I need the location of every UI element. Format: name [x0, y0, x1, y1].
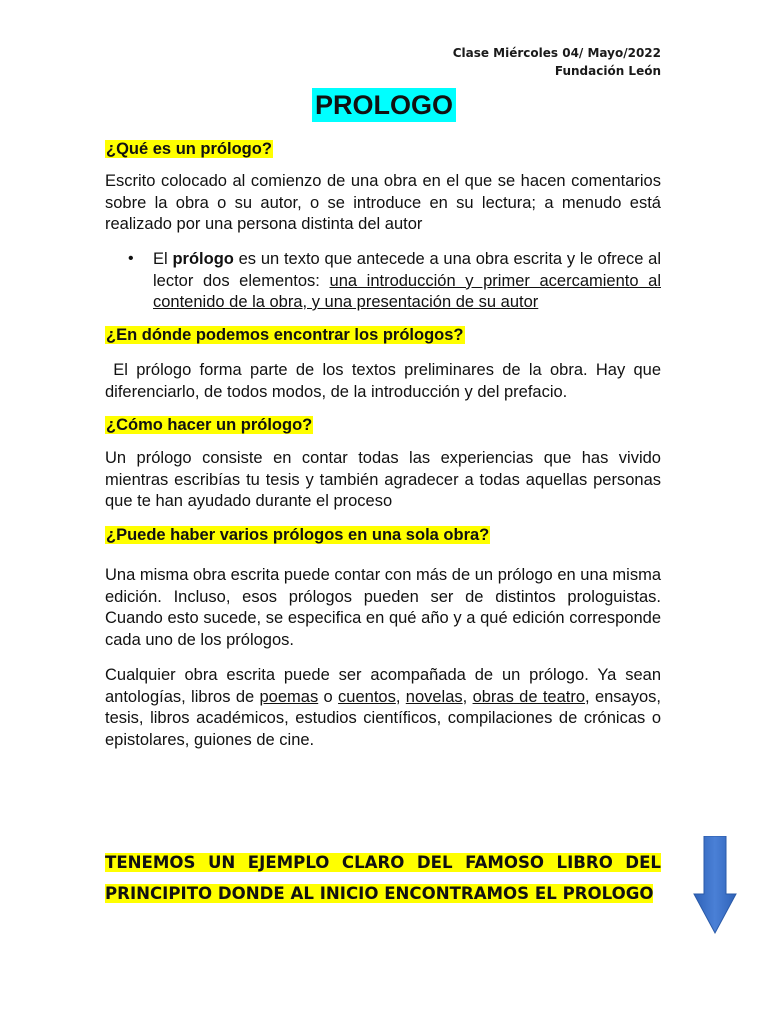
- separator: ,: [462, 687, 473, 706]
- paragraph-text: , ensayos, tesis, libros académicos, estudios científicos, compilaciones de crónicas o epistolares, guiones de cine.: [105, 687, 661, 749]
- question-text: ¿En dónde podemos encontrar los prólogos?: [106, 326, 464, 344]
- question-text: ¿Puede haber varios prólogos en una sola obra?: [106, 526, 490, 544]
- bullet-middle: es un texto que antecede a una obra escrita y le ofrece al lector dos elementos:: [153, 250, 661, 290]
- bullet-bold-term: prólogo: [172, 250, 234, 268]
- paragraph-with-links: [105, 665, 661, 751]
- separator: ,: [395, 687, 406, 706]
- question-heading: [105, 326, 465, 345]
- paragraph: Una misma obra escrita puede contar con más de un prólogo en una misma edición. Incluso, esos prólogos pueden ser de distintos prologuistas. Cuando esto sucede, se especifica en qué año y a qué edición corresponde cada uno de los prólogos.: [105, 566, 661, 649]
- link-novelas[interactable]: novelas: [405, 687, 463, 706]
- question-heading: [105, 526, 490, 545]
- page-title: [0, 90, 768, 121]
- link-cuentos[interactable]: cuentos: [338, 687, 396, 706]
- page-title-text: PROLOGO: [312, 88, 456, 122]
- link-poemas[interactable]: poemas: [259, 687, 319, 706]
- question-heading: [105, 416, 313, 435]
- question-text: ¿Cómo hacer un prólogo?: [106, 416, 313, 434]
- closing-statement: [105, 847, 661, 909]
- bullet-prefix: El: [153, 250, 173, 268]
- arrow-down-icon: [693, 836, 737, 936]
- header-class-date: Clase Miércoles 04/ Mayo/2022: [452, 46, 661, 60]
- paragraph: El prólogo forma parte de los textos preliminares de la obra. Hay que diferenciarlo, de todos modos, de la introducción y del prefacio.: [105, 361, 666, 401]
- bullet-marker: •: [128, 250, 134, 267]
- paragraph: Un prólogo consiste en contar todas las experiencias que has vivido mientras escribías tu tesis y también agradecer a todas aquellas personas que te han ayudado durante el proceso: [105, 449, 661, 510]
- header-foundation: Fundación León: [554, 64, 661, 78]
- closing-line-2: PRINCIPITO DONDE AL INICIO ENCONTRAMOS EL PROLOGO: [105, 884, 654, 903]
- paragraph: Escrito colocado al comienzo de una obra en el que se hacen comentarios sobre la obra o su autor, o se introduce en su lectura; a menudo está realizado por una persona distinta del autor: [105, 172, 661, 233]
- bullet-underlined-text: una introducción y primer acercamiento al contenido de la obra, y una presentación de su autor: [153, 271, 661, 311]
- closing-line-1: TENEMOS UN EJEMPLO CLARO DEL FAMOSO LIBRO DEL: [105, 853, 661, 872]
- paragraph-text: Cualquier obra escrita puede ser acompañada de un prólogo. Ya sean antologías, libros de: [105, 666, 661, 706]
- bullet-item: [153, 249, 661, 314]
- question-heading: [105, 140, 273, 159]
- separator: o: [318, 687, 339, 706]
- link-obras-de-teatro[interactable]: obras de teatro: [472, 687, 586, 706]
- question-text: ¿Qué es un prólogo?: [106, 140, 272, 158]
